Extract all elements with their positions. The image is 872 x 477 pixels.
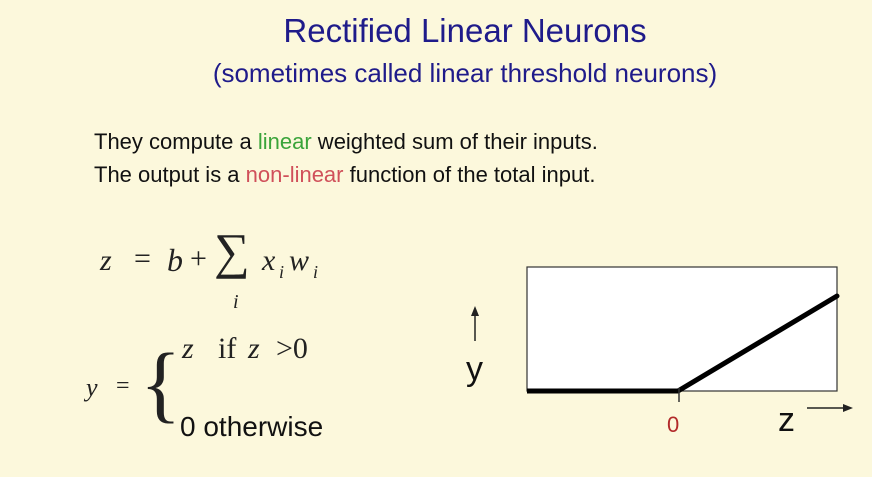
eq1-x-sub: i bbox=[279, 262, 285, 282]
non-linear-highlight: non-linear bbox=[245, 162, 344, 187]
eq1-sum-index: i bbox=[233, 291, 239, 313]
slide-subtitle: (sometimes called linear threshold neurons) bbox=[212, 58, 718, 88]
eq1-w: w bbox=[289, 244, 310, 277]
graph-zero-label: 0 bbox=[667, 412, 680, 437]
eq2-case2: 0 otherwise bbox=[180, 411, 324, 442]
line2-pre: The output is a bbox=[94, 162, 246, 187]
eq1-x: x bbox=[262, 244, 276, 277]
eq2-lhs-y: y bbox=[86, 373, 98, 402]
eq1-b: b bbox=[167, 242, 183, 278]
eq2-case1-cond-op: >0 bbox=[276, 332, 308, 365]
plot-frame bbox=[527, 267, 837, 391]
slide-title: Rectified Linear Neurons bbox=[283, 12, 647, 49]
eq1-sigma: ∑ bbox=[214, 223, 250, 279]
eq2-case1-cond-var: z bbox=[248, 332, 260, 365]
eq1-w-sub: i bbox=[313, 262, 319, 282]
eq2-equals: = bbox=[116, 373, 130, 399]
eq2-case1-if: if bbox=[218, 332, 237, 365]
eq1-plus: + bbox=[190, 242, 207, 275]
graph-z-label: z bbox=[778, 401, 795, 439]
line2-post: function of the total input. bbox=[343, 162, 596, 187]
eq2-case1-z: z bbox=[182, 332, 194, 365]
eq1-lhs-z: z bbox=[100, 244, 112, 277]
y-arrow-icon bbox=[471, 306, 479, 341]
eq1-equals: = bbox=[134, 242, 151, 275]
z-arrow-icon bbox=[807, 404, 853, 412]
graph-y-label: y bbox=[466, 350, 483, 388]
line1-pre: They compute a bbox=[94, 129, 258, 154]
linear-highlight: linear bbox=[257, 129, 312, 154]
line1-post: weighted sum of their inputs. bbox=[311, 129, 598, 154]
eq2-brace: { bbox=[140, 335, 182, 431]
